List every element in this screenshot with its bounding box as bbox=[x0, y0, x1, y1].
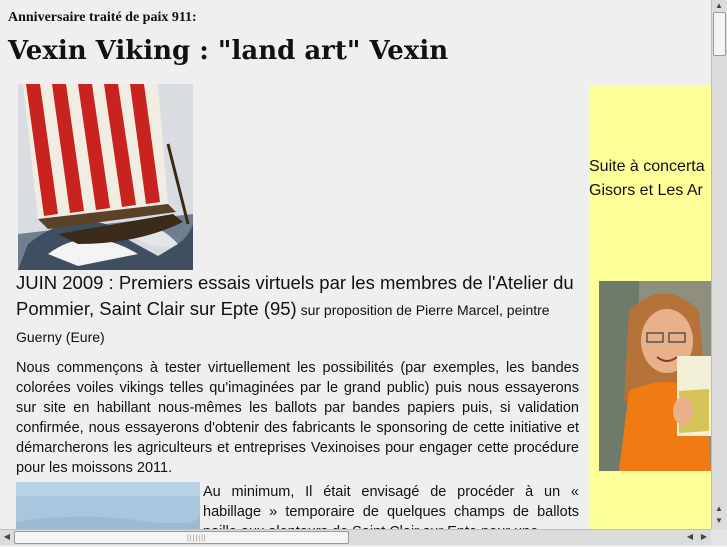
lead-large-text: JUIN 2009 : Premiers essais virtuels par les membres de l'Atelier du Pommier, Saint Clair sur Epte (95) bbox=[16, 272, 574, 319]
portrait-image bbox=[599, 281, 711, 471]
scroll-down-arrow-icon[interactable]: ▼ bbox=[715, 516, 723, 525]
page-title: Vexin Viking : "land art" Vexin bbox=[8, 36, 449, 66]
horizontal-scroll-thumb[interactable] bbox=[14, 531, 349, 544]
scroll-up-arrow-icon-bottom[interactable]: ▲ bbox=[715, 504, 723, 513]
sidebar-panel bbox=[589, 85, 711, 545]
vertical-scrollbar[interactable] bbox=[711, 0, 727, 529]
page-kicker: Anniversaire traité de paix 911: bbox=[8, 10, 197, 25]
vertical-scroll-thumb[interactable] bbox=[713, 12, 726, 56]
lead-small-text: sur proposition de Pierre Marcel, peintre Guerny (Eure) bbox=[16, 302, 550, 345]
scroll-left-arrow-icon[interactable]: ◀ bbox=[3, 532, 11, 541]
horizontal-scrollbar[interactable] bbox=[0, 529, 711, 545]
scroll-right-arrow-icon[interactable]: ▶ bbox=[700, 532, 708, 541]
lead-paragraph bbox=[16, 270, 588, 350]
scroll-up-arrow-icon[interactable]: ▲ bbox=[715, 1, 723, 10]
body-paragraph-2: Au minimum, Il était envisagé de procéder à un « habillage » temporaire de quelques champs de ballots bbox=[203, 484, 579, 520]
body-paragraph: Nous commençons à tester virtuellement les possibilités (par exemples, les bandes colorées voiles vikings telles qu'imaginées par le grand public) puis nous essayerons sur site en habillant nous-mêmes les ballots par bandes papiers puis, si validation confirmée, nous essayerons d'obtenir des fabricants le sponsoring de cette initiative et démarcherons les agriculteurs et entreprises Vexinoises pour engager cette procédure pour les moissons 2011. bbox=[16, 360, 579, 476]
sidebar-text bbox=[589, 155, 705, 203]
scroll-grip-icon: ||||||| bbox=[187, 535, 207, 542]
viking-ship-image bbox=[18, 84, 193, 270]
scroll-left-arrow-icon-right[interactable]: ◀ bbox=[686, 532, 694, 541]
sidebar-text-line-2: Gisors et Les Ar bbox=[589, 182, 703, 199]
sidebar-text-line-1: Suite à concerta bbox=[589, 158, 705, 175]
scrollbar-corner bbox=[711, 529, 727, 545]
